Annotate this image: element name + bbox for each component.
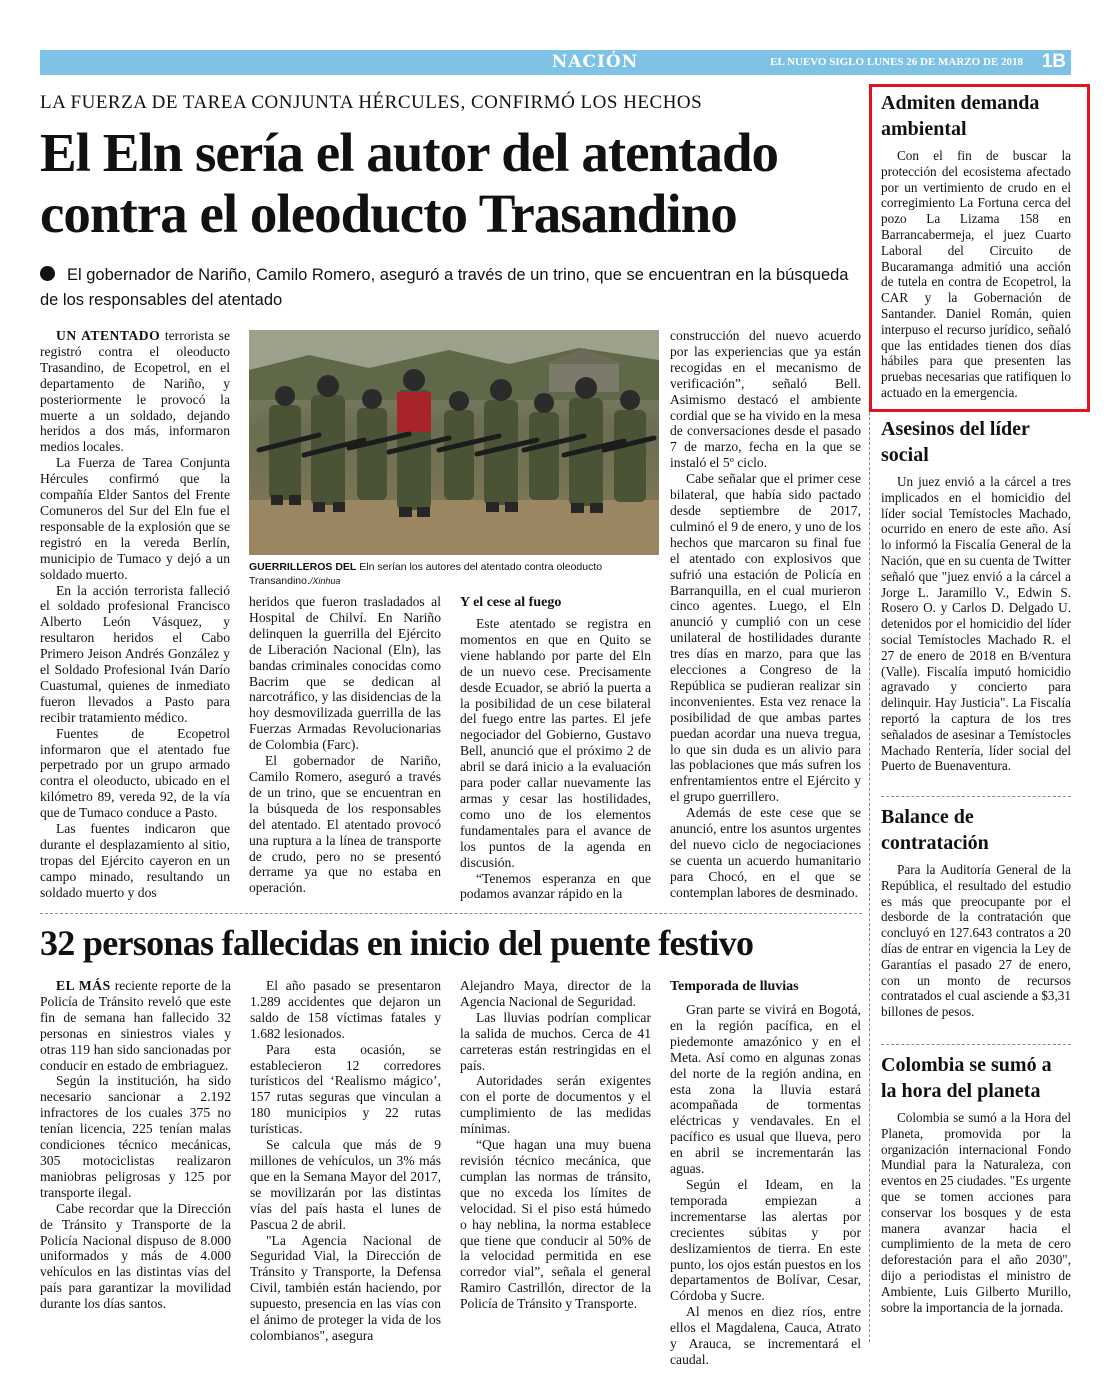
caption-text: Eln serían los autores del atentado contra oleoducto Transandino. [249, 561, 603, 587]
subheading: Temporada de lluvias [670, 979, 799, 994]
paragraph: "La Agencia Nacional de Seguridad Vial, la Dirección de Tránsito y Transporte, la Defensa Civil, también están haciendo, por supuesto, presencia en las vías con el ánimo de proteger la vida de los colombianos", asegura [250, 1232, 441, 1343]
brief-body: Con el fin de buscar la protección del ecosistema afectado por un vertimiento de crudo en el corregimiento La Fortuna cerca del pozo La Lizama 158 en Barrancabermeja, el juez Cuarto Laboral del Circuito de Bucaramanga admitió una acción de tutela en contra de Ecopetrol, la CAR y la Gobernación de Santander. Daniel Román, quien interpuso el recurso jurídico, señaló que las entidades tienen dos días hábiles para que presenten las pruebas necesarias que ratifiquen lo actuado en la emergencia. [881, 148, 1071, 400]
paragraph: “Que hagan una muy buena revisión técnico mecánica, que cumplan las normas de tránsito, que no exceda los límites de velocidad. Si el piso está húmedo o hay neblina, la norma establece que tiene que conducir al 50% de la velocidad permitida en ese corredor vial”, señala el general Ramiro Castrillón, director de la Policía de Tránsito y Transporte. [460, 1137, 651, 1312]
article1-column-4 [670, 328, 861, 900]
lead-word: UN ATENTADO [56, 328, 161, 343]
issue-date: EL NUEVO SIGLO LUNES 26 DE MARZO DE 2018 [770, 56, 1023, 68]
paragraph: Las fuentes indicaron que durante el desplazamiento al sitio, tropas del Ejército cayeron en un campo minado, resultando un soldado muerto y dos [40, 821, 230, 900]
brief-separator [881, 796, 1071, 797]
paragraph: construcción del nuevo acuerdo por las experiencias que ya están recogidas en el mecanismo de verificación”, señaló Bell. Asimismo destacó el ambiente cordial que se ha vivido en la mesa de conversaciones desde el pasado 7 de marzo, fecha en la que se instaló el 5º ciclo. [670, 328, 861, 471]
paragraph: Alejandro Maya, director de la Agencia Nacional de Seguridad. [460, 978, 651, 1009]
article1-column-2 [249, 594, 441, 894]
paragraph: En la acción terrorista falleció el soldado profesional Francisco Alberto León Vásquez, y resultaron heridos el Cabo Primero Jeison Andrés González y el Soldado Profesional Iván Darío Cuastumal, quienes de inmediato fueron llevados a Pasto para recibir tratamiento médico. [40, 582, 230, 725]
paragraph: Este atentado se registra en momentos en que en Quito se viene hablando por parte del Eln de un nuevo cese. Precisamente desde Ecuador, se abrió la puerta a la posibilidad de un cese bilateral del fuego entre las partes. El jefe negociador del Gobierno, Gustavo Bell, anunció que el próximo 2 de abril se dará inicio a la evaluación para poder callar nuevamente las armas y cesar las hostilidades, como uno de los elementos fundamentales para el avance de los puntos de la agenda en discusión. [460, 616, 651, 870]
paragraph: Según el Ideam, en la temporada empiezan a incrementarse las alertas por crecientes súbitas y por deslizamientos de tierra. En este punto, los ojos están puestos en los departamentos de Bolívar, Cesar, Córdoba y Sucre. [670, 1176, 861, 1304]
article-photo [249, 330, 659, 555]
brief-body: Para la Auditoría General de la República, el resultado del estudio es más que preocupante por el desborde de la contratación que concluyó en 127.643 contratos a 20 días de entrar en vigencia la Ley de Garantías el pasado 27 de enero, con un monto de recursos contratados el cual asciende a $3,31 billones de pesos. [881, 862, 1071, 1020]
article-subhead [40, 263, 860, 313]
paragraph: Según la institución, ha sido necesario sancionar a 2.192 infractores de los cuales 375 no tenían licencia, 225 tenían malas condiciones técnico mecánicas, 305 motociclistas realizaron maniobras peligrosas y 125 por transporte ilegal. [40, 1073, 231, 1200]
brief-balance-contratacion [881, 804, 1071, 1044]
article2-column-2 [250, 978, 441, 1343]
subhead-text: El gobernador de Nariño, Camilo Romero, aseguró a través de un trino, que se encuentran en la búsqueda de los responsables del atentado [40, 266, 849, 309]
paragraph: Para esta ocasión, se establecieron 12 corredores turísticos del ‘Realismo mágico’, 157 rutas seguras que vinculan a 180 municipios y 22 rutas turísticas. [250, 1041, 441, 1137]
subheading: Y el cese al fuego [460, 595, 562, 610]
caption-lead: GUERRILLEROS DEL [249, 561, 357, 573]
paragraph: Las lluvias podrían complicar la salida de muchos. Cerca de 41 carreteras están restringidas en el país. [460, 1009, 651, 1073]
article-headline: El Eln sería el autor del atentado contra el oleoducto Trasandino [40, 122, 779, 244]
article1-column-3 [460, 594, 651, 902]
brief-title: Admiten demanda ambiental [881, 92, 1040, 140]
brief-admiten-demanda [881, 90, 1071, 410]
brief-title: Asesinos del líder social [881, 418, 1030, 466]
paragraph: Fuentes de Ecopetrol informaron que el atentado fue perpetrado por un grupo armado contra el oleoducto, ubicado en el kilómetro 89, vereda 92, de la vía que de Tumaco conduce a Pasto. [40, 725, 230, 821]
brief-asesinos-lider [881, 416, 1071, 796]
photo-caption [249, 560, 659, 588]
article-divider [40, 913, 862, 914]
paragraph: Se calcula que más de 9 millones de vehículos, un 3% más que en la Semana Mayor del 2017, se movilizarán por las distintas vías del país hasta el lunes de Pascua 2 de abril. [250, 1137, 441, 1232]
article2-column-4 [670, 978, 861, 1367]
brief-body: Colombia se sumó a la Hora del Planeta, promovida por la organización internacional Fondo Mundial para la Naturaleza, con eventos en 25 ciudades. "Es urgente que se tomen acciones para conservar los bosques y de esta manera avanzar hacia el cumplimiento de la meta de cero deforestación para el año 2030", dijo a periodistas el ministro de Ambiente, Luis Gilberto Murillo, sobre la importancia de la jornada. [881, 1110, 1071, 1315]
paragraph: El gobernador de Nariño, Camilo Romero, aseguró a través de un trino, que se encuentran en la búsqueda de los responsables del atentado. El atentado provocó una ruptura a la línea de transporte de crudo, pero no se presentó derrame ya que no estaba en operación. [249, 753, 441, 896]
brief-body: Un juez envió a la cárcel a tres implicados en el homicidio del líder social Temístocles Machado, ocurrido en enero de este año. Así lo informó la Fiscalía General de la Nación, que en su cuenta de Twitter señaló que "juez envió a la cárcel a Jorge L. Jaramillo V., Edwin S. Rosero O. y Carlos D. Delgado U. detenidos por el homicidio del líder social Temístocles Machado R. el 27 de enero de 2018 en B/ventura (Valle). Fiscalía imputó homicidio agravado y concierto para delinquir. Hay Justicia". La Fiscalía reportó la captura de los tres señalados de asesinar a Temístocles Machado Rentería, líder social del Puerto de Buenaventura. [881, 474, 1071, 774]
brief-hora-planeta [881, 1052, 1071, 1342]
article2-column-3 [460, 978, 651, 1338]
article1-column-1 [40, 328, 230, 900]
paragraph: Cabe recordar que la Dirección de Tránsito y Transporte de la Policía Nacional dispuso de 8.000 uniformados y más de 4.000 vehículos en las distintas vías del país para garantizar la movilidad durante los días santos. [40, 1200, 231, 1312]
paragraph: Gran parte se vivirá en Bogotá, en la región pacífica, en el piedemonte amazónico y en el Meta. Así como en algunas zonas del norte de la región andina, en esta zona la lluvia estará acompañada de tormentas eléctricas y vendavales. En el pacífico es usual que llueva, pero en abril se incrementarán las aguas. [670, 1002, 861, 1177]
paragraph: Autoridades serán exigentes con el porte de documentos y el cumplimiento de las medidas mínimas. [460, 1073, 651, 1137]
paragraph: La Fuerza de Tarea Conjunta Hércules confirmó que la compañía Elder Santos del Frente Comuneros del Sur del Eln fue el responsable de la explosión que se registró en la vereda Berlín, municipio de Tumaco y dejó a un soldado muerto. [40, 455, 230, 582]
article2-headline: 32 personas fallecidas en inicio del puente festivo [40, 923, 754, 963]
paragraph: Cabe señalar que el primer cese bilateral, que había sido pactado desde septiembre de 2017, culminó el 9 de enero, y uno de los hechos que marcaron su final fue el atentado con explosivos que sufrió una estación de Policía en Barranquilla, en el cual murieron cinco agentes. Luego, el Eln anunció y cumplió con un cese unilateral de hostilidades durante tres días en marzo, para que las elecciones a Congreso de la República se pudieran realizar sin inconvenientes. Esta vez renace la posibilidad de que ambas partes puedan acordar una nueva tregua, lo que sin duda es un alivio para las poblaciones que más sufren los enfrentamientos entre el Ejército y el grupo guerrillero. [670, 471, 861, 805]
paragraph: heridos que fueron trasladados al Hospital de Chilví. En Nariño delinquen la guerrilla del Ejército de Liberación Nacional (Eln), las bandas criminales conocidas como Bacrim que se dedican al narcotráfico, y las disidencias de la hoy desmovilizada guerrilla de las Fuerzas Armadas Revolucionarias de Colombia (Farc). [249, 594, 441, 753]
photo-credit: /Xinhua [309, 576, 341, 586]
section-name: NACIÓN [551, 52, 639, 72]
brief-separator [881, 1044, 1071, 1045]
paragraph: Al menos en diez ríos, entre ellos el Magdalena, Cauca, Atrato y Arauca, se incrementará el caudal. [670, 1304, 861, 1367]
paragraph: Además de este cese que se anunció, entre los asuntos urgentes del nuevo ciclo de negociaciones se cuenta un acuerdo humanitario para Chocó, en el que se contemplan labores de desminado. [670, 805, 861, 900]
paragraph: UN ATENTADO terrorista se registró contra el oleoducto Trasandino, de Ecopetrol, en el departamento de Nariño, y posteriormente le provocó la muerte a un soldado, dejando heridos a dos más, informaron medios locales. [40, 328, 230, 455]
section-header-bar [40, 50, 1071, 75]
article2-column-1 [40, 978, 231, 1338]
sidebar-divider [869, 412, 870, 1342]
paragraph: El año pasado se presentaron 1.289 accidentes que dejaron un saldo de 158 víctimas fatales y 1.682 lesionados. [250, 978, 441, 1041]
guerrilla-photo-illustration [249, 330, 659, 555]
paragraph: “Tenemos esperanza en que podamos avanzar rápido en la [460, 870, 651, 902]
brief-title: Balance de contratación [881, 806, 989, 854]
paragraph: EL MÁS reciente reporte de la Policía de Tránsito reveló que este fin de semana han fallecido 32 personas en siniestros viales y otras 119 han sido sancionadas por conducir en estado de embriaguez. [40, 978, 231, 1073]
article-kicker: LA FUERZA DE TAREA CONJUNTA HÉRCULES, CONFIRMÓ LOS HECHOS [40, 92, 703, 113]
page-number: 1B [1041, 51, 1066, 72]
bullet-icon [40, 266, 55, 281]
brief-title: Colombia se sumó a la hora del planeta [881, 1054, 1052, 1102]
lead-word: EL MÁS [56, 978, 111, 993]
